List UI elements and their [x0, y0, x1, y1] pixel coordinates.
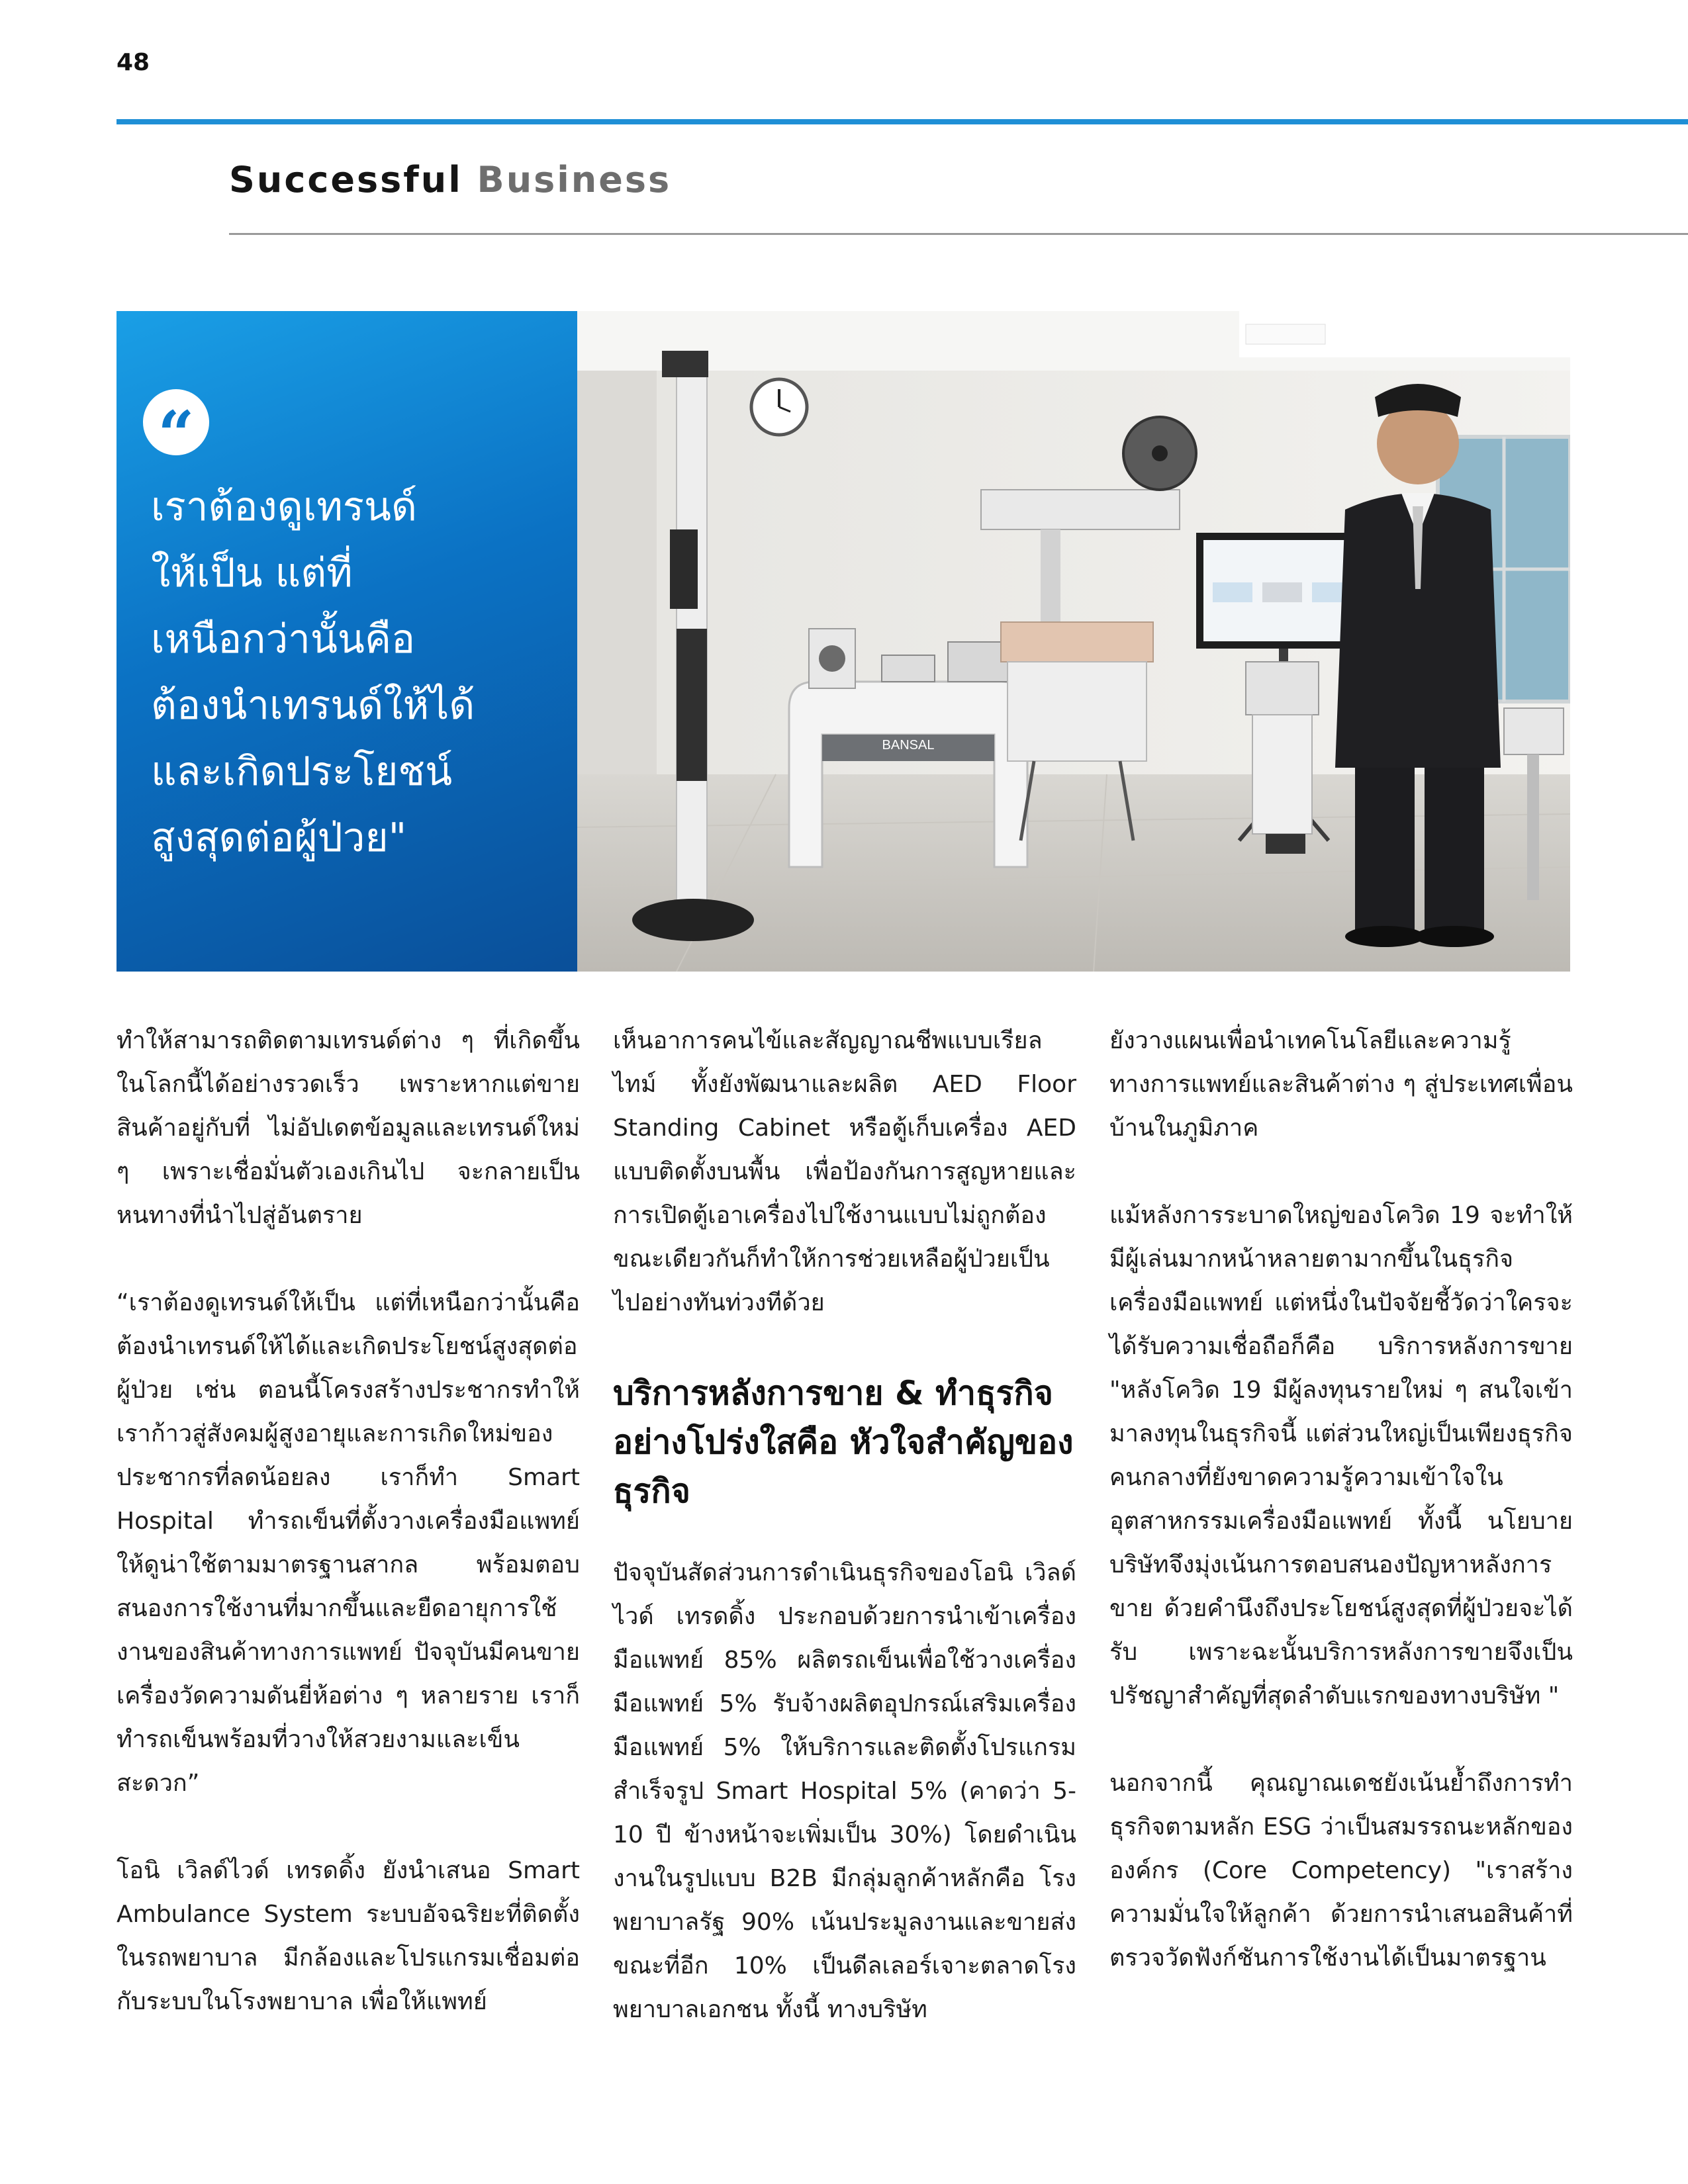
pull-quote-text [151, 474, 561, 871]
article-column-3 [1109, 1019, 1573, 1980]
pull-quote-line: เหนือกว่านั้นคือ [151, 616, 416, 662]
top-accent-rule [117, 119, 1688, 124]
pull-quote-line: ต้องนำเทรนด์ให้ได้ [151, 682, 475, 729]
article-paragraph: ปัจจุบันสัดส่วนการดำเนินธุรกิจของโอนิ เวิลด์ไวด์ เทรดดิ้ง ประกอบด้วยการนำเข้าเครื่องมือแพทย์ 85% ผลิตรถเข็นเพื่อใช้วางเครื่องมือแพทย์ 5% รับจ้างผลิตอุปกรณ์เสริมเครื่องมือแพทย์ 5% ให้บริการและติดตั้งโปรแกรมสำเร็จรูป Smart Hospital 5% (คาดว่า 5-10 ปี ข้างหน้าจะเพิ่มเป็น 30%) โดยดำเนินงานในรูปแบบ B2B มีกลุ่มลูกค้าหลักคือ โรงพยาบาลรัฐ 90% เน้นประมูลงานและขายส่ง ขณะที่อีก 10% เป็นดีลเลอร์เจาะตลาดโรงพยาบาลเอกชน ทั้งนี้ ทางบริษัท [613, 1559, 1076, 2023]
showroom-photo [577, 311, 1570, 972]
pull-quote-line: เราต้องดูเทรนด์ [151, 484, 417, 530]
article-column-1 [117, 1019, 580, 2024]
page-number: 48 [117, 49, 150, 76]
article-paragraph: แม้หลังการระบาดใหญ่ของโควิด 19 จะทำให้มีผู้เล่นมากหน้าหลายตามากขึ้นในธุรกิจเครื่องมือแพทย์ แต่หนึ่งในปัจจัยชี้วัดว่าใครจะได้รับความเชื่อถือก็คือ บริการหลังการขาย "หลังโควิด 19 มีผู้ลงทุนรายใหม่ ๆ สนใจเข้ามาลงทุนในธุรกิจนี้ แต่ส่วนใหญ่เป็นเพียงธุรกิจคนกลางที่ยังขาดความรู้ความเข้าใจในอุตสาหกรรมเครื่องมือแพทย์ ทั้งนี้ นโยบายบริษัทจึงมุ่งเน้นการตอบสนองปัญหาหลังการขาย ด้วยคำนึงถึงประโยชน์สูงสุดที่ผู้ป่วยจะได้รับ เพราะฉะนั้นบริการหลังการขายจึงเป็นปรัชญาสำคัญที่สุดลำดับแรกของทางบริษัท " [1109, 1202, 1573, 1709]
article-paragraph: เห็นอาการคนไข้และสัญญาณชีพแบบเรียลไทม์ ทั้งยังพัฒนาและผลิต AED Floor Standing Cabinet หรือตู้เก็บเครื่อง AED แบบติดตั้งบนพื้น เพื่อป้องกันการสูญหายและการเปิดตู้เอาเครื่องไปใช้งานแบบไม่ถูกต้อง ขณะเดียวกันก็ทำให้การช่วยเหลือผู้ป่วยเป็นไปอย่างทันท่วงทีด้วย [613, 1027, 1076, 1316]
pull-quote-line: และเกิดประโยชน์ [151, 749, 453, 795]
article-paragraph: ทำให้สามารถติดตามเทรนด์ต่าง ๆ ที่เกิดขึ้นในโลกนี้ได้อย่างรวดเร็ว เพราะหากแต่ขายสินค้าอยู่กับที่ ไม่อัปเดตข้อมูลและเทรนด์ใหม่ ๆ เพราะเชื่อมั่นตัวเองเกินไป จะกลายเป็นหนทางที่นำไปสู่อันตราย [117, 1027, 580, 1229]
section-title [229, 159, 671, 201]
article-paragraph: โอนิ เวิลด์ไวด์ เทรดดิ้ง ยังนำเสนอ Smart Ambulance System ระบบอัจฉริยะที่ติดตั้งในรถพยาบาล มีกล้องและโปรแกรมเชื่อมต่อกับระบบในโรงพยาบาล เพื่อให้แพทย์ [117, 1857, 580, 2015]
quote-icon: “ [143, 389, 209, 455]
device-brand-label: BANSAL [882, 738, 935, 752]
section-title-bold: Successful [229, 159, 463, 201]
article-paragraph: “เราต้องดูเทรนด์ให้เป็น แต่ที่เหนือกว่านั้นคือ ต้องนำเทรนด์ให้ได้และเกิดประโยชน์สูงสุดต่อผู้ป่วย เช่น ตอนนี้โครงสร้างประชากรทำให้เราก้าวสู่สังคมผู้สูงอายุและการเกิดใหม่ของประชากรที่ลดน้อยลง เราก็ทำ Smart Hospital ทำรถเข็นที่ตั้งวางเครื่องมือแพทย์ให้ดูน่าใช้ตามมาตรฐานสากล พร้อมตอบสนองการใช้งานที่มากขึ้นและยืดอายุการใช้งานของสินค้าทางการแพทย์ ปัจจุบันมีคนขายเครื่องวัดความดันยี่ห้อต่าง ๆ หลายราย เราก็ทำรถเข็นพร้อมที่วางให้สวยงามและเข็นสะดวก” [117, 1289, 580, 1797]
article-subheading: บริการหลังการขาย & ทำธุรกิจอย่างโปร่งใสคือ หัวใจสำคัญของธุรกิจ [613, 1374, 1074, 1510]
article-column-2 [613, 1019, 1076, 2032]
pull-quote-panel [117, 311, 577, 972]
section-divider [229, 233, 1688, 235]
pull-quote-line: สูงสุดต่อผู้ป่วย" [151, 815, 407, 861]
pull-quote-line: ให้เป็น แต่ที่ [151, 550, 353, 596]
article-paragraph: นอกจากนี้ คุณญาณเดชยังเน้นย้ำถึงการทำธุรกิจตามหลัก ESG ว่าเป็นสมรรถนะหลักขององค์กร (Core Competency) "เราสร้างความมั่นใจให้ลูกค้า ด้วยการนำเสนอสินค้าที่ตรวจวัดฟังก์ชันการใช้งานได้เป็นมาตรฐาน [1109, 1770, 1573, 1972]
article-paragraph: ยังวางแผนเพื่อนำเทคโนโลยีและความรู้ทางการแพทย์และสินค้าต่าง ๆ สู่ประเทศเพื่อนบ้านในภูมิภาค [1109, 1027, 1573, 1142]
section-title-light: Business [477, 159, 672, 201]
